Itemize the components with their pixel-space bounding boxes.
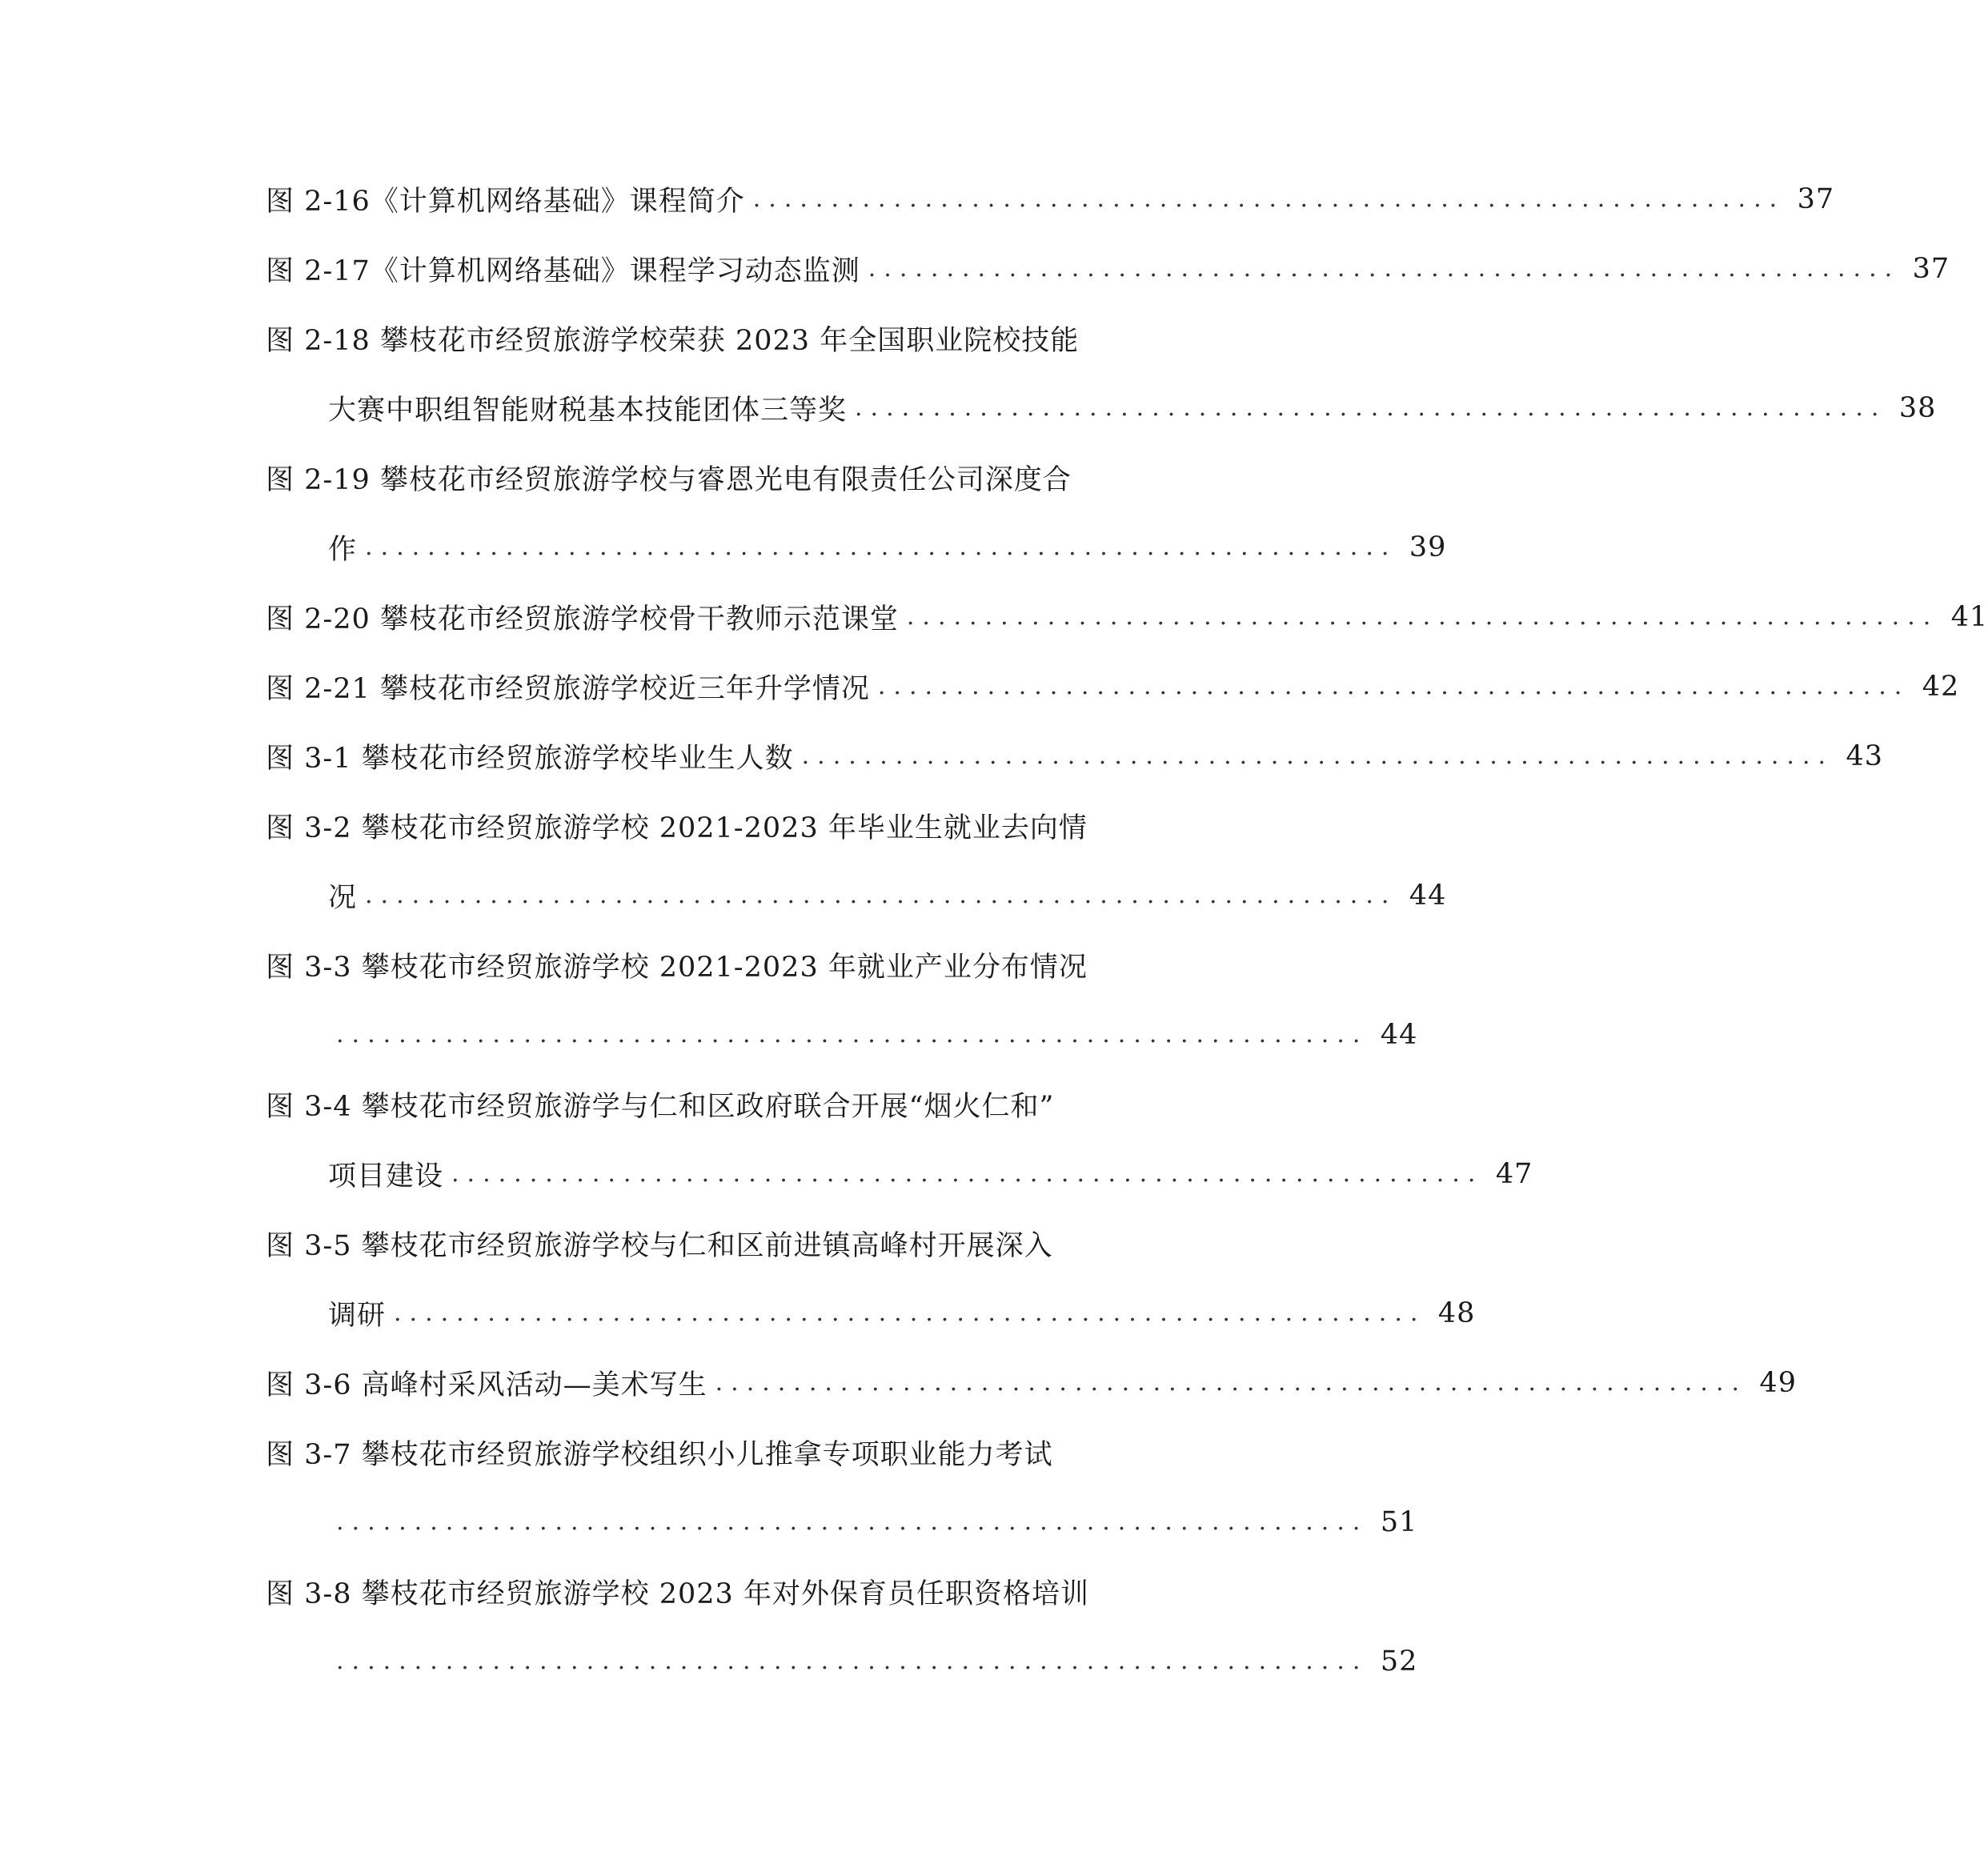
- toc-entry-continuation[interactable]: [266, 512, 1447, 582]
- toc-entry-title: 图 2-21 攀枝花市经贸旅游学校近三年升学情况: [266, 672, 870, 705]
- toc-entry-page: 38: [1898, 391, 1937, 424]
- toc-entry-page: 43: [1846, 740, 1884, 772]
- toc-entry-title-continued: 作: [328, 533, 358, 566]
- toc-entry[interactable]: [266, 1348, 1798, 1417]
- toc-entry-page: 39: [1409, 531, 1447, 563]
- toc-entry-page: 44: [1409, 879, 1447, 912]
- toc-entry-title: 图 2-20 攀枝花市经贸旅游学校骨干教师示范课堂: [266, 603, 899, 635]
- toc-entry-page: 41: [1950, 600, 1988, 633]
- toc-entry-page: 42: [1922, 670, 1960, 703]
- toc-entry[interactable]: [266, 791, 1130, 860]
- toc-entry-title: 图 2-18 攀枝花市经贸旅游学校荣获 2023 年全国职业院校技能: [266, 324, 1080, 357]
- toc-entry[interactable]: [266, 303, 1130, 373]
- leader-dots: ..................................................................: [365, 881, 1397, 909]
- leader-dots: ..................................................................: [336, 1508, 1369, 1536]
- toc-entry-title: 图 2-19 攀枝花市经贸旅游学校与睿恩光电有限责任公司深度合: [266, 463, 1072, 496]
- toc-entry[interactable]: [266, 164, 1835, 234]
- toc-entry-continuation[interactable]: [266, 1000, 1418, 1069]
- toc-entry-continuation[interactable]: [266, 1139, 1533, 1209]
- toc-entry-title-continued: 大赛中职组智能财税基本技能团体三等奖: [328, 394, 848, 427]
- toc-entry-title: 图 3-8 攀枝花市经贸旅游学校 2023 年对外保育员任职资格培训: [266, 1577, 1089, 1610]
- toc-entry-title: 图 3-6 高峰村采风活动—美术写生: [266, 1369, 707, 1401]
- leader-dots: ..................................................................: [855, 394, 1887, 422]
- toc-entry[interactable]: [266, 443, 1130, 512]
- leader-dots: ..................................................................: [801, 742, 1834, 770]
- toc-entry-page: 44: [1380, 1018, 1418, 1051]
- toc-entry-title: 图 3-7 攀枝花市经贸旅游学校组织小儿推拿专项职业能力考试: [266, 1438, 1053, 1471]
- leader-dots: ..................................................................: [365, 533, 1397, 561]
- toc-entry-page: 49: [1759, 1366, 1798, 1399]
- toc-entry-title-continued: 项目建设: [328, 1160, 444, 1193]
- toc-entry-title: 图 3-1 攀枝花市经贸旅游学校毕业生人数: [266, 742, 794, 775]
- toc-entry[interactable]: [266, 1069, 1130, 1139]
- toc-entry-page: 37: [1912, 252, 1950, 285]
- toc-entry-title: 图 3-3 攀枝花市经贸旅游学校 2021-2023 年就业产业分布情况: [266, 951, 1088, 984]
- toc-entry-page: 52: [1380, 1645, 1418, 1678]
- leader-dots: ..................................................................: [394, 1299, 1426, 1327]
- leader-dots: ..................................................................: [336, 1020, 1369, 1048]
- figure-list: [266, 164, 1988, 1696]
- toc-entry-title-continued: 况: [328, 881, 358, 914]
- toc-entry-title: 图 2-16《计算机网络基础》课程简介: [266, 185, 745, 218]
- toc-entry[interactable]: [266, 721, 1884, 791]
- leader-dots: ..................................................................: [336, 1647, 1369, 1675]
- leader-dots: ..................................................................: [752, 185, 1786, 213]
- toc-entry-title: 图 3-5 攀枝花市经贸旅游学校与仁和区前进镇高峰村开展深入: [266, 1229, 1053, 1262]
- toc-entry-page: 47: [1495, 1157, 1533, 1190]
- toc-entry-continuation[interactable]: [266, 1626, 1418, 1696]
- leader-dots: ..................................................................: [877, 672, 1910, 700]
- leader-dots: ..................................................................: [715, 1369, 1748, 1397]
- leader-dots: ..................................................................: [906, 603, 1939, 631]
- toc-entry[interactable]: [266, 234, 1950, 303]
- toc-entry[interactable]: [266, 1209, 1130, 1278]
- toc-entry-continuation[interactable]: [266, 1278, 1476, 1348]
- leader-dots: ..................................................................: [868, 255, 1901, 283]
- toc-entry-title: 图 3-2 攀枝花市经贸旅游学校 2021-2023 年毕业生就业去向情: [266, 812, 1088, 844]
- toc-entry-page: 51: [1380, 1505, 1418, 1538]
- toc-entry[interactable]: [266, 930, 1130, 1000]
- toc-entry-continuation[interactable]: [266, 373, 1937, 443]
- toc-entry-continuation[interactable]: [266, 860, 1447, 930]
- toc-entry[interactable]: [266, 651, 1960, 721]
- leader-dots: ..................................................................: [451, 1160, 1484, 1188]
- toc-entry[interactable]: [266, 1557, 1130, 1626]
- toc-entry-continuation[interactable]: [266, 1487, 1418, 1557]
- toc-entry-title: 图 2-17《计算机网络基础》课程学习动态监测: [266, 255, 860, 287]
- toc-entry-title-continued: 调研: [328, 1299, 387, 1332]
- toc-entry[interactable]: [266, 582, 1988, 651]
- toc-entry-page: 37: [1797, 182, 1835, 215]
- toc-entry[interactable]: [266, 1417, 1130, 1487]
- toc-entry-title: 图 3-4 攀枝花市经贸旅游学与仁和区政府联合开展“烟火仁和”: [266, 1090, 1055, 1123]
- toc-entry-page: 48: [1437, 1297, 1476, 1329]
